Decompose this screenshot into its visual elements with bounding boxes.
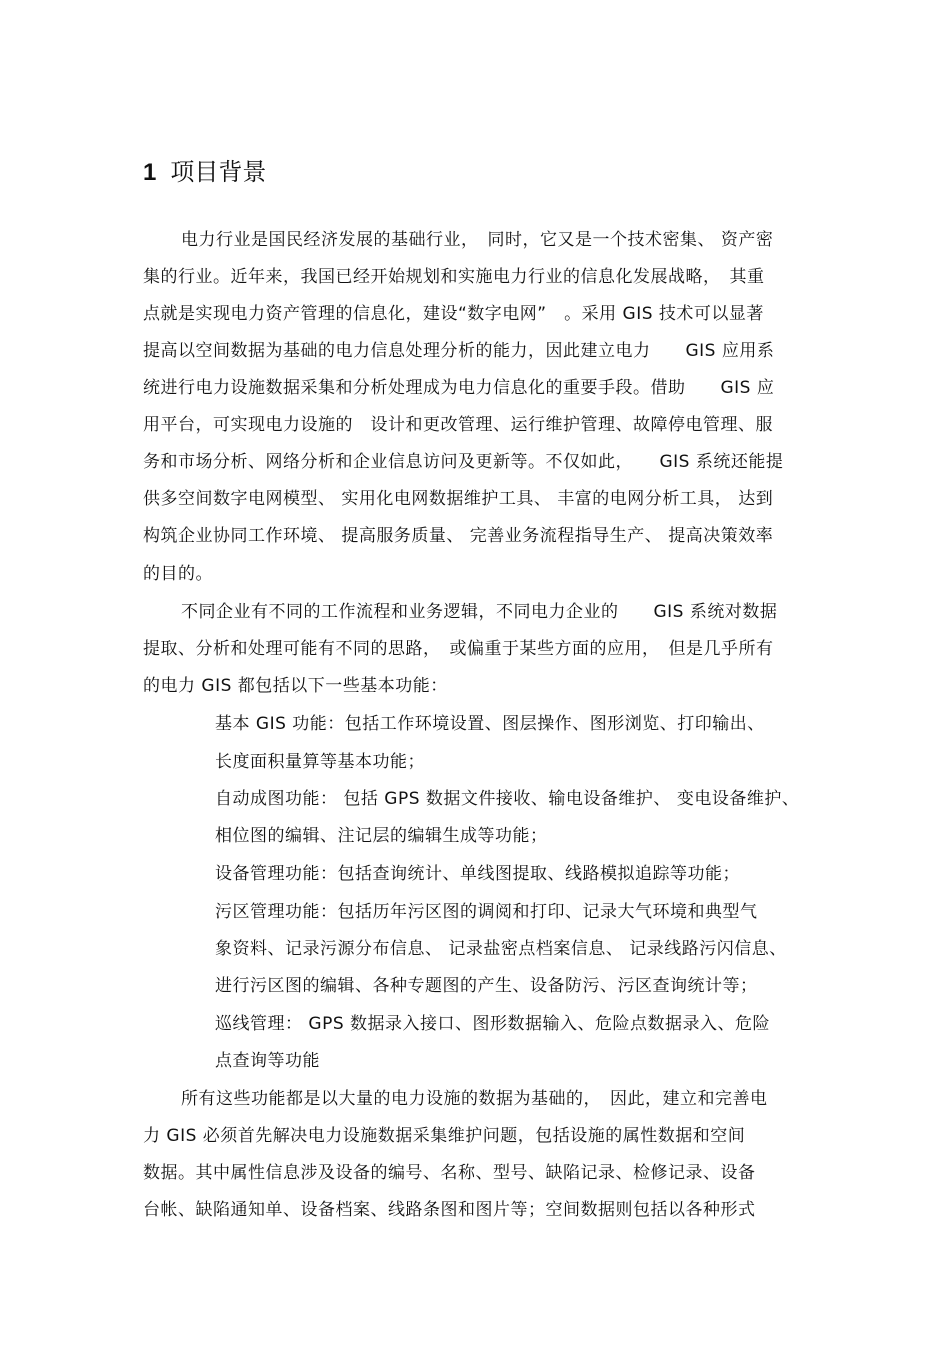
text-line: 不同企业有不同的工作流程和业务逻辑，不同电力企业的 GIS 系统对数据	[181, 602, 778, 622]
list-item-line: 基本 GIS 功能：包括工作环境设置、图层操作、图形浏览、打印输出、	[215, 714, 765, 734]
text-line: 电力行业是国民经济发展的基础行业， 同时，它又是一个技术密集、 资产密	[181, 230, 774, 250]
text-line: 供多空间数字电网模型、 实用化电网数据维护工具、 丰富的电网分析工具， 达到	[143, 489, 774, 509]
text-line: 所有这些功能都是以大量的电力设施的数据为基础的， 因此，建立和完善电	[181, 1089, 768, 1109]
list-item-line: 巡线管理： GPS 数据录入接口、图形数据输入、危险点数据录入、危险	[215, 1014, 771, 1034]
section-number: 1	[143, 159, 157, 186]
list-item-line: 相位图的编辑、注记层的编辑生成等功能；	[215, 826, 548, 846]
list-item-line: 长度面积量算等基本功能；	[215, 752, 425, 772]
text-line: 用平台，可实现电力设施的 设计和更改管理、运行维护管理、故障停电管理、服	[143, 415, 773, 435]
list-item-line: 自动成图功能： 包括 GPS 数据文件接收、输电设备维护、 变电设备维护、	[215, 789, 800, 809]
text-line: 务和市场分析、网络分析和企业信息访问及更新等。不仅如此， GIS 系统还能提	[143, 452, 784, 472]
list-item-line: 设备管理功能：包括查询统计、单线图提取、线路模拟追踪等功能；	[215, 864, 740, 884]
text-line: 数据。其中属性信息涉及设备的编号、名称、型号、缺陷记录、检修记录、设备	[143, 1163, 756, 1183]
list-item-line: 象资料、记录污源分布信息、 记录盐密点档案信息、 记录线路污闪信息、	[215, 939, 787, 959]
text-line: 的目的。	[143, 564, 213, 584]
text-line: 统进行电力设施数据采集和分析处理成为电力信息化的重要手段。借助 GIS 应	[143, 378, 775, 398]
text-line: 的电力 GIS 都包括以下一些基本功能：	[143, 676, 448, 696]
section-title: 项目背景	[170, 158, 267, 186]
text-line: 提高以空间数据为基础的电力信息处理分析的能力，因此建立电力 GIS 应用系	[143, 341, 775, 361]
text-line: 点就是实现电力资产管理的信息化，建设“数字电网” 。采用 GIS 技术可以显著	[143, 304, 764, 324]
text-line: 集的行业。近年来，我国已经开始规划和实施电力行业的信息化发展战略， 其重	[143, 267, 765, 287]
text-line: 构筑企业协同工作环境、 提高服务质量、 完善业务流程指导生产、 提高决策效率	[143, 526, 774, 546]
list-item-line: 进行污区图的编辑、各种专题图的产生、设备防污、污区查询统计等；	[215, 976, 758, 996]
list-item-line: 污区管理功能：包括历年污区图的调阅和打印、记录大气环境和典型气	[215, 902, 758, 922]
text-line: 力 GIS 必须首先解决电力设施数据采集维护问题，包括设施的属性数据和空间	[143, 1126, 746, 1146]
text-line: 提取、分析和处理可能有不同的思路， 或偏重于某些方面的应用， 但是几乎所有	[143, 639, 774, 659]
section-heading	[143, 152, 266, 193]
text-line: 台帐、缺陷通知单、设备档案、线路条图和图片等；空间数据则包括以各种形式	[143, 1200, 756, 1220]
list-item-line: 点查询等功能	[215, 1051, 320, 1071]
